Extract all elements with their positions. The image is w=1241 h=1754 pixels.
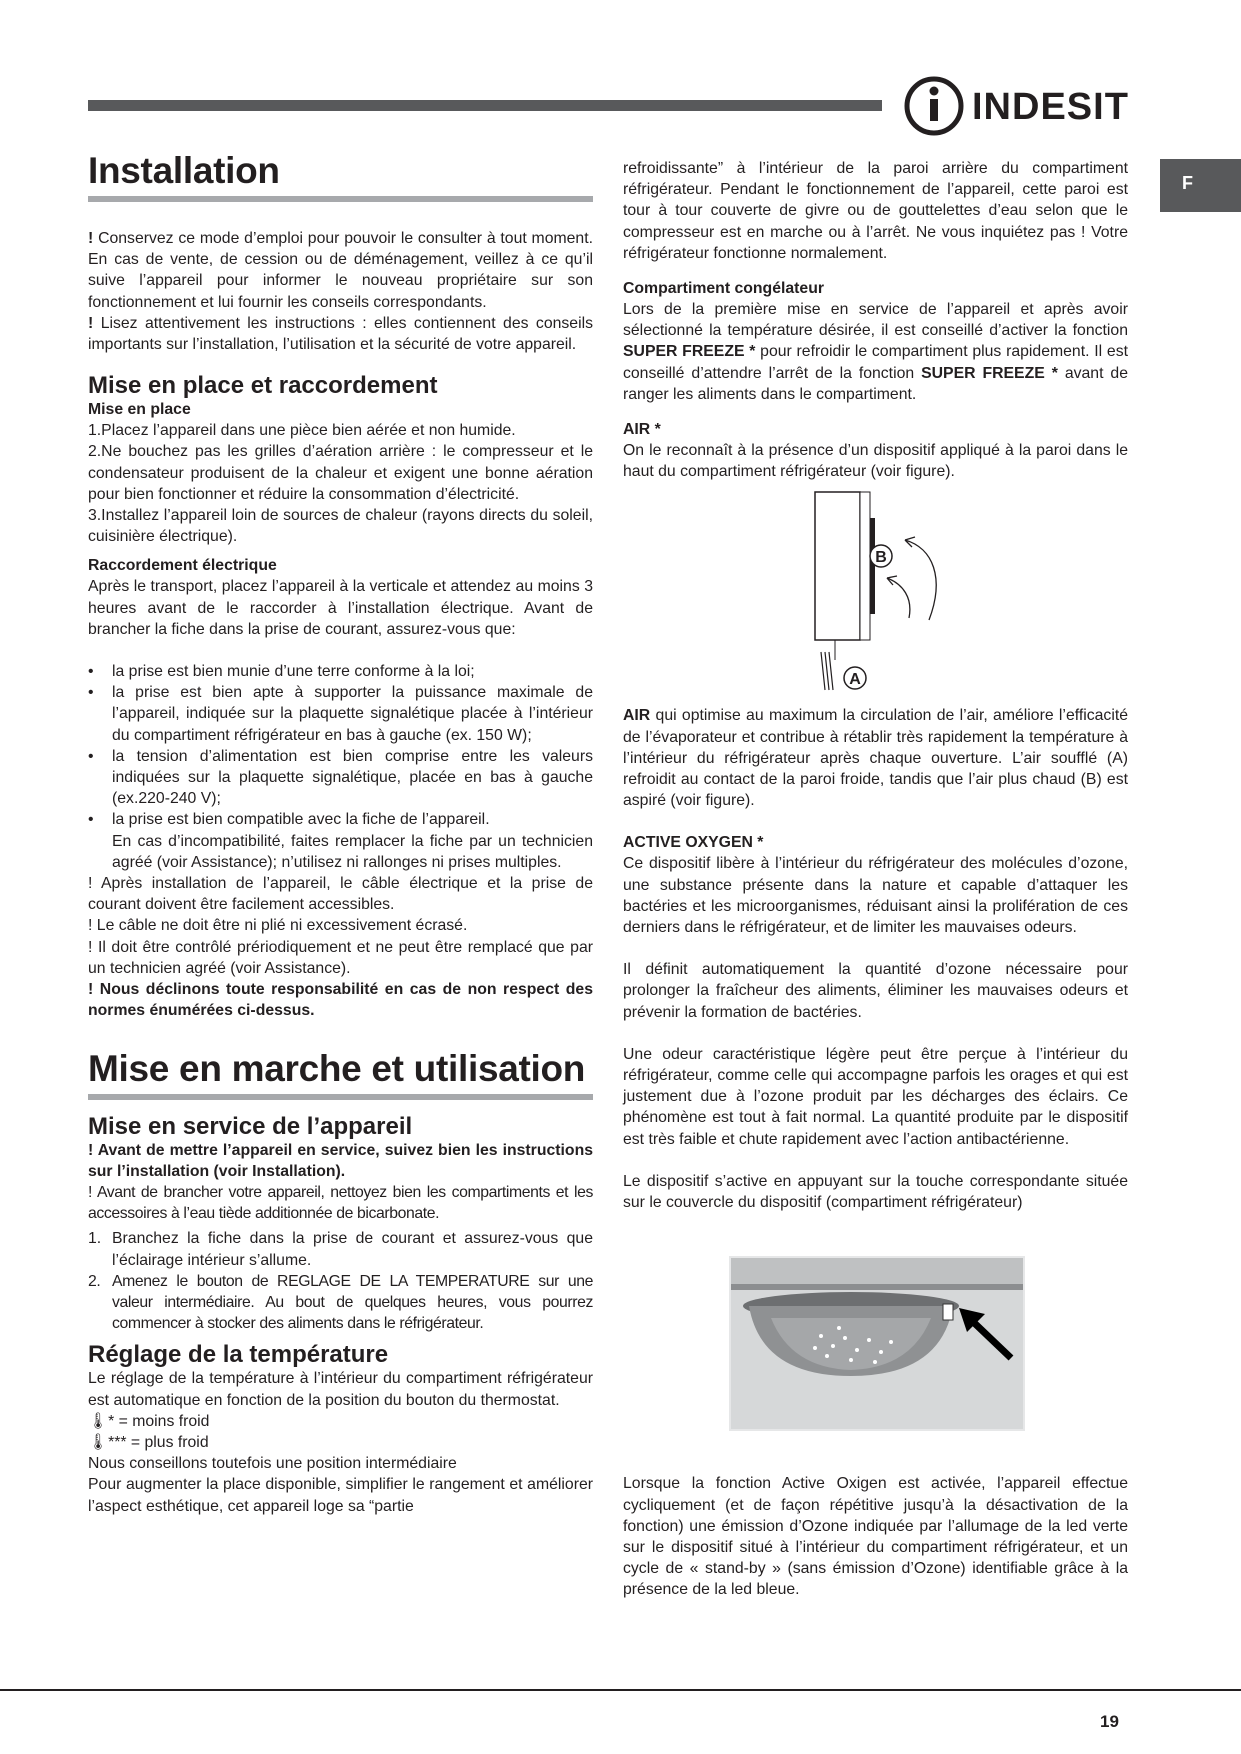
placement-item: 3.Installez l’appareil loin de sources de chaleur (rayons directs du soleil, cuisinière électrique). [88, 507, 593, 546]
assistance-link[interactable]: voir Assistance [162, 853, 268, 871]
placement-item: 2.Ne bouchez pas les grilles d’aération arrière : le compresseur et le condensateur produisent de la chaleur et exigent une bonne aération pour bien fonctionner et réduire la consommation d’électricité. [88, 443, 593, 503]
oxygen-subtitle: ACTIVE OXYGEN * [623, 834, 764, 852]
left-column [88, 148, 593, 1517]
intro-paragraph-1: ! Conservez ce mode d’emploi pour pouvoir le consulter à tout moment. En cas de vente, de cession ou de déménagement, veillez à ce qu’il suive l’appareil pour informer le nouveau propriétaire sur son fonctionnement et lui fournir les conseils correspondants. [88, 230, 593, 311]
warning-4: ! Nous déclinons toute responsabilité en cas de non respect des normes énumérées ci-dessus. [88, 981, 593, 1020]
air-paragraph: On le reconnaît à la présence d’un dispositif appliqué à la paroi dans le haut du compartiment réfrigérateur (voir figure). [623, 442, 1128, 481]
list-item: • la prise est bien munie d’une terre conforme à la loi; [88, 661, 593, 682]
placement-title: Mise en place et raccordement [88, 372, 438, 400]
service-steps [88, 1228, 593, 1334]
continued-paragraph: refroidissante” à l’intérieur de la paroi arrière du compartiment réfrigérateur. Pendant le fonctionnement de l’appareil, cette paroi est tour à tour couverte de givre ou de gouttelettes d’eau selon que le compresseur est en marche ou à l’arrêt. Ne vous inquiétez pas ! Votre réfrigérateur fonctionne normalement. [623, 160, 1128, 262]
list-item: 2. Amenez le bouton de REGLAGE DE LA TEMPERATURE sur une valeur intermédiaire. Au bout de quelques heures, vous pourrez commencer à stocker des aliments dans le réfrigérateur. [88, 1272, 593, 1333]
oxygen-paragraph-3: Une odeur caractéristique légère peut être perçue à l’intérieur du réfrigérateur, comme celle qui accompagne parfois les orages et qui est justement due à l’ozone produit par les décharges des éclairs. Ce phénomène est tout à fait normal. La quantité produite par le dispositif est très faible et chute rapidement avec l’action antibactérienne. [623, 1045, 1128, 1148]
warning-3: ! Il doit être contrôlé prériodiquement et ne peut être remplacé que par un technicien agréé (voir Assistance). [88, 938, 593, 977]
right-column [623, 158, 1128, 1601]
oxygen-paragraph-1: Ce dispositif libère à l’intérieur du réfrigérateur des molécules d’ozone, une substance présente dans la nature et capable d’attaquer les bactéries et les microorganismes, réduisant ainsi la prolifération de ces derniers dans le réfrigérateur, et de limiter les mauvaises odeurs. [623, 855, 1128, 937]
service-bold-warning: ! Avant de mettre l’appareil en service, suivez bien les instructions sur l’installation (voir Installation). [88, 1141, 593, 1180]
temperature-more-cold: 🌡*** = plus froid [88, 1433, 209, 1451]
service-paragraph: ! Avant de brancher votre appareil, nettoyez bien les compartiments et les accessoires à l’eau tiède additionnée de bicarbonate. [88, 1183, 593, 1223]
freezer-subtitle: Compartiment congélateur [623, 280, 825, 298]
intro-paragraph-2: ! Lisez attentivement les instructions : elles contiennent des conseils importants sur l’installation, l’utilisation et la sécurité de votre appareil. [88, 314, 593, 354]
air-diagram [623, 490, 1128, 705]
label-b: B [875, 549, 887, 567]
warning-1: ! Après installation de l’appareil, le câble électrique et la prise de courant doivent être facilement accessibles. [88, 875, 593, 914]
oxygen-paragraph-4: Le dispositif s’active en appuyant sur la touche correspondante située sur le couvercle du dispositif (compartiment réfrigérateur) [623, 1172, 1128, 1212]
air-subtitle: AIR * [623, 421, 661, 439]
list-item: • la prise est bien apte à supporter la puissance maximale de l’appareil, indiquée sur la plaquette signalétique placée à l’intérieur du compartiment réfrigérateur en bas à gauche (ex. 150 W); [88, 682, 593, 746]
operation-title: Mise en marche et utilisation [88, 1046, 593, 1100]
electrical-checklist [88, 661, 593, 873]
oxygen-device-photo [729, 1256, 1025, 1431]
footer-rule [0, 1689, 1241, 1691]
thermometer-icon: 🌡 [88, 1412, 109, 1430]
electrical-paragraph: Après le transport, placez l’appareil à la verticale et attendez au moins 3 heures avant de le raccorder à l’installation électrique. Avant de brancher la fiche dans la prise de courant, assurez-vous que: [88, 578, 593, 638]
warning-2: ! Le câble ne doit être ni plié ni excessivement écrasé. [88, 917, 468, 935]
brand-name: INDESIT [972, 86, 1129, 128]
placement-item: 1.Placez l’appareil dans une pièce bien aérée et non humide. [88, 422, 516, 440]
list-item: • la tension d’alimentation est bien comprise entre les valeurs indiquées sur la plaquette signalétique, placée en bas à gauche (ex.220-240 V); [88, 746, 593, 810]
oxygen-paragraph-5: Lorsque la fonction Active Oxigen est activée, l’appareil effectue cycliquement (et de façon répétitive jusqu’à la désactivation de la fonction) une émission d’Ozone indiquée par l’allumage de la led verte sur le dispositif situé à l’intérieur du compartiment réfrigérateur, et un cycle de « stand-by » (sans émission d’Ozone) identifiable grâce à la présence de la led bleue. [623, 1475, 1128, 1599]
temperature-title: Réglage de la température [88, 1341, 389, 1369]
air-detail-paragraph: AIR qui optimise au maximum la circulation de l’air, améliore l’efficacité de l’évaporateur et contribue à rétablir très rapidement la température à l’intérieur du réfrigérateur après chaque ouverture. L’air soufflé (A) refroidit au contact de la paroi froide, tandis que l’air plus chaud (B) est aspiré (voir figure). [623, 707, 1128, 810]
device-photo-image [731, 1258, 1023, 1429]
temperature-advice: Nous conseillons toutefois une position intermédiaire [88, 1455, 457, 1473]
page-number: 19 [1100, 1712, 1119, 1731]
electrical-subtitle: Raccordement électrique [88, 557, 277, 575]
list-item: 1. Branchez la fiche dans la prise de courant et assurez-vous que l’éclairage intérieur s’allume. [88, 1230, 593, 1269]
temperature-end: Pour augmenter la place disponible, simplifier le rangement et améliorer l’aspect esthétique, cet appareil loge sa “partie [88, 1476, 593, 1515]
thermometer-icon: 🌡 [88, 1433, 109, 1451]
header-rule [88, 100, 882, 111]
air-flow-figure [623, 490, 1128, 705]
list-item: • la prise est bien compatible avec la fiche de l’appareil. En cas d’incompatibilité, faites remplacer la fiche par un technicien agréé (voir Assistance); n’utilisez ni rallonges ni prises multiples. [88, 809, 593, 873]
freezer-paragraph: Lors de la première mise en service de l’appareil et après avoir sélectionné la température désirée, il est conseillé d’activer la fonction SUPER FREEZE * pour refroidir le compartiment plus rapidement. Il est conseillé d’attendre l’arrêt de la fonction SUPER FREEZE * avant de ranger les aliments dans le compartiment. [623, 301, 1128, 403]
language-tab: F [1160, 159, 1241, 212]
installation-title: Installation [88, 148, 593, 202]
temperature-less-cold: 🌡* = moins froid [88, 1412, 210, 1430]
oxygen-paragraph-2: Il définit automatiquement la quantité d’ozone nécessaire pour prolonger la fraîcheur des aliments, éliminer les mauvaises odeurs et prévenir la formation de bactéries. [623, 961, 1128, 1021]
air-out-arrows-icon [821, 652, 833, 690]
temperature-paragraph: Le réglage de la température à l’intérieur du compartiment réfrigérateur est automatique en fonction de la position du bouton du thermostat. [88, 1370, 593, 1409]
placement-subtitle: Mise en place [88, 401, 191, 419]
label-a: A [849, 671, 861, 689]
service-title: Mise en service de l’appareil [88, 1112, 413, 1140]
